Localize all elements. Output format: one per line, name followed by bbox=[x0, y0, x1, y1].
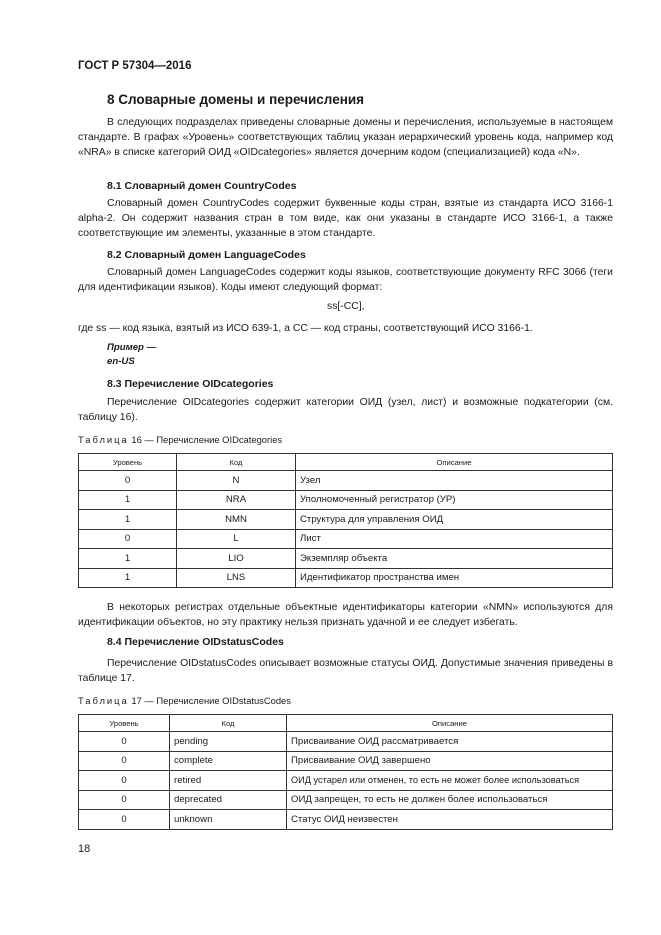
cell-level: 0 bbox=[79, 471, 177, 491]
example-value: en-US bbox=[107, 356, 135, 367]
section-8-3-after: В некоторых регистрах отдельные объектные идентификаторы категории «NMN» используются для идентификации объектов, но эту практику нельзя признать удачной и ее следует избегать. bbox=[78, 602, 613, 629]
cell-code: N bbox=[177, 471, 296, 491]
cell-description: Лист bbox=[296, 529, 613, 549]
header-level: Уровень bbox=[79, 454, 177, 471]
section-8-4-text: Перечисление OIDstatusCodes описывает возможные статусы ОИД. Допустимые значения приведены в таблице 17. bbox=[78, 658, 613, 685]
table-17-caption-text: 17 — Перечисление OIDstatusCodes bbox=[131, 695, 291, 706]
section-8-3-title: 8.3 Перечисление OIDcategories bbox=[107, 378, 274, 390]
language-code-format: ss[-CC], bbox=[327, 301, 365, 312]
cell-description: ОИД устарел или отменен, то есть не может более использоваться bbox=[287, 771, 613, 791]
section-8-1-text: Словарный домен CountryCodes содержит буквенные коды стран, взятые из стандарта ИСО 3166-1 alpha-2. Он содержит названия стран в том виде, как они указаны в стандарте ИСО 3166-1, а также соответствующие им элементы, указанные в этом стандарте. bbox=[78, 198, 613, 240]
page-number: 18 bbox=[78, 843, 91, 855]
cell-code: NMN bbox=[177, 510, 296, 530]
cell-level: 0 bbox=[79, 810, 170, 830]
document-header: ГОСТ Р 57304—2016 bbox=[78, 60, 192, 72]
table-row bbox=[79, 549, 613, 569]
cell-code: retired bbox=[170, 771, 287, 791]
section-8-1-title: 8.1 Словарный домен CountryCodes bbox=[107, 180, 297, 192]
header-code: Код bbox=[170, 715, 287, 732]
section-8-2-title: 8.2 Словарный домен LanguageCodes bbox=[107, 249, 306, 261]
cell-description: Идентификатор пространства имен bbox=[296, 568, 613, 588]
cell-code: complete bbox=[170, 751, 287, 771]
table-row bbox=[79, 771, 613, 791]
section-8-3-text: Перечисление OIDcategories содержит категории ОИД (узел, лист) и возможные подкатегории (см. таблицу 16). bbox=[78, 397, 613, 424]
header-level: Уровень bbox=[79, 715, 170, 732]
header-code: Код bbox=[177, 454, 296, 471]
cell-level: 1 bbox=[79, 568, 177, 588]
cell-level: 1 bbox=[79, 490, 177, 510]
cell-level: 0 bbox=[79, 790, 170, 810]
cell-description: Уполномоченный регистратор (УР) bbox=[296, 490, 613, 510]
table-row bbox=[79, 510, 613, 530]
table-row bbox=[79, 751, 613, 771]
table-row bbox=[79, 810, 613, 830]
cell-code: LIO bbox=[177, 549, 296, 569]
table-row bbox=[79, 490, 613, 510]
cell-level: 0 bbox=[79, 732, 170, 752]
cell-code: L bbox=[177, 529, 296, 549]
table-row bbox=[79, 732, 613, 752]
cell-code: deprecated bbox=[170, 790, 287, 810]
cell-level: 0 bbox=[79, 529, 177, 549]
table-17-caption-prefix: Таблица bbox=[78, 695, 129, 706]
table-header-row bbox=[79, 715, 613, 732]
header-description: Описание bbox=[287, 715, 613, 732]
cell-code: LNS bbox=[177, 568, 296, 588]
cell-description: Структура для управления ОИД bbox=[296, 510, 613, 530]
table-17-caption bbox=[78, 695, 291, 706]
table-16-caption-text: 16 — Перечисление OIDcategories bbox=[131, 434, 283, 445]
language-code-where: где ss — код языка, взятый из ИСО 639-1, а CC — код страны, соответствующий ИСО 3166-1. bbox=[78, 323, 533, 334]
cell-description: Присваивание ОИД рассматривается bbox=[287, 732, 613, 752]
section-8-title: 8 Словарные домены и перечисления bbox=[107, 92, 365, 107]
table-header-row bbox=[79, 454, 613, 471]
table-row bbox=[79, 790, 613, 810]
header-description: Описание bbox=[296, 454, 613, 471]
table-16 bbox=[78, 453, 613, 588]
table-row bbox=[79, 568, 613, 588]
cell-level: 0 bbox=[79, 751, 170, 771]
table-row bbox=[79, 529, 613, 549]
cell-code: unknown bbox=[170, 810, 287, 830]
cell-code: NRA bbox=[177, 490, 296, 510]
table-16-caption bbox=[78, 434, 282, 445]
table-row bbox=[79, 471, 613, 491]
section-8-intro: В следующих подразделах приведены словарные домены и перечисления, используемые в настоящем стандарте. В графах «Уровень» соответствующих таблиц указан иерархический уровень кода, например код «NRA» в списке категорий ОИД «OIDcategories» является дочерним кодом (специализацией) кода «N». bbox=[78, 117, 613, 159]
cell-level: 1 bbox=[79, 510, 177, 530]
cell-description: Присваивание ОИД завершено bbox=[287, 751, 613, 771]
cell-description: Статус ОИД неизвестен bbox=[287, 810, 613, 830]
table-16-caption-prefix: Таблица bbox=[78, 434, 129, 445]
cell-description: Узел bbox=[296, 471, 613, 491]
table-17 bbox=[78, 714, 613, 830]
section-8-2-text: Словарный домен LanguageCodes содержит коды языков, соответствующие документу RFC 3066 (теги для идентификации языков). Коды имеют следующий формат: bbox=[78, 267, 613, 294]
example-label: Пример — bbox=[107, 342, 157, 353]
section-8-4-title: 8.4 Перечисление OIDstatusCodes bbox=[107, 636, 284, 648]
cell-description: Экземпляр объекта bbox=[296, 549, 613, 569]
cell-level: 1 bbox=[79, 549, 177, 569]
cell-description: ОИД запрещен, то есть не должен более использоваться bbox=[287, 790, 613, 810]
cell-level: 0 bbox=[79, 771, 170, 791]
cell-code: pending bbox=[170, 732, 287, 752]
